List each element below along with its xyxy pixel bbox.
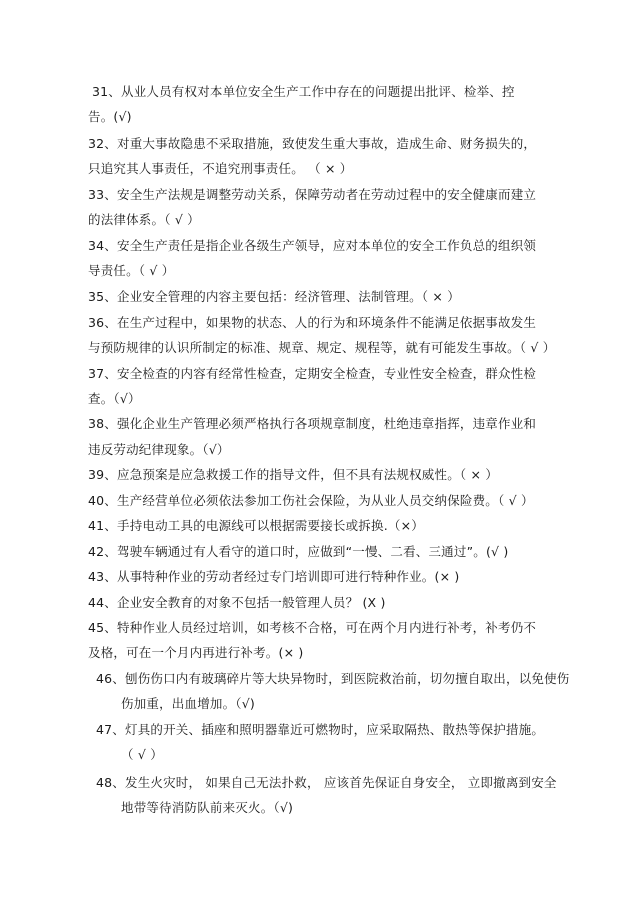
text-line: 46、刨伤伤口内有玻璃碎片等大块异物时，到医院救治前，切勿擅自取出，以免使伤 (96, 671, 570, 686)
text-line: 36、在生产过程中，如果物的状态、人的行为和环境条件不能满足依据事故发生 (88, 315, 537, 330)
text-line: 41、手持电动工具的电源线可以根据需要接长或拆换.（×） (88, 518, 424, 533)
text-line: 47、灯具的开关、插座和照明器靠近可燃物时，应采取隔热、散热等保护措施。 (96, 722, 545, 737)
text-line: 伤加重，出血增加。（√) (121, 696, 255, 711)
text-line: 35、企业安全管理的内容主要包括：经济管理、法制管理。（ × ） (88, 289, 460, 304)
text-line: 39、应急预案是应急救援工作的指导文件，但不具有法规权威性。（ × ） (88, 467, 499, 482)
text-line: （ √ ） (121, 747, 163, 762)
text-line: 37、安全检查的内容有经常性检查，定期安全检查，专业性安全检查，群众性检 (88, 366, 537, 381)
text-line: 40、生产经营单位必须依法参加工伤社会保险，为从业人员交纳保险费。（ √ ） (88, 493, 534, 508)
text-line: 只追究其人事责任，不追究刑事责任。 （ × ） (88, 161, 353, 176)
text-line: 的法律体系。（ √ ） (88, 212, 200, 227)
text-line: 43、从事特种作业的劳动者经过专门培训即可进行特种作业。(× ) (88, 569, 460, 584)
text-line: 45、特种作业人员经过培训，如考核不合格，可在两个月内进行补考，补考仍不 (88, 620, 537, 635)
text-line: 32、对重大事故隐患不采取措施，致使发生重大事故，造成生命、财务损失的， (88, 136, 537, 151)
text-line: 违反劳动纪律现象。（√） (88, 442, 230, 457)
text-line: 38、强化企业生产管理必须严格执行各项规章制度，杜绝违章指挥，违章作业和 (88, 416, 537, 431)
text-line: 31、从业人员有权对本单位安全生产工作中存在的问题提出批评、检举、控 (92, 84, 515, 99)
text-line: 及格，可在一个月内再进行补考。(× ) (88, 645, 304, 660)
text-line: 地带等待消防队前来灭火。（√) (121, 800, 294, 815)
text-line: 42、驾驶车辆通过有人看守的道口时，应做到“一慢、二看、三通过”。(√ ) (88, 544, 509, 559)
text-line: 48、发生火灾时， 如果自己无法扑救， 应该首先保证自身安全， 立即撤离到安全 (96, 775, 557, 790)
text-line: 与预防规律的认识所制定的标准、规章、规定、规程等，就有可能发生事故。（ √ ） (88, 340, 556, 355)
text-line: 查。（√） (88, 391, 141, 406)
text-line: 告。(√) (88, 109, 132, 124)
text-line: 34、安全生产责任是指企业各级生产领导，应对本单位的安全工作负总的组织领 (88, 238, 537, 253)
text-line: 44、企业安全教育的对象不包括一般管理人员？ (X ) (88, 595, 386, 610)
text-line: 导责任。（ √ ） (88, 263, 175, 278)
text-line: 33、安全生产法规是调整劳动关系，保障劳动者在劳动过程中的安全健康而建立 (88, 187, 537, 202)
